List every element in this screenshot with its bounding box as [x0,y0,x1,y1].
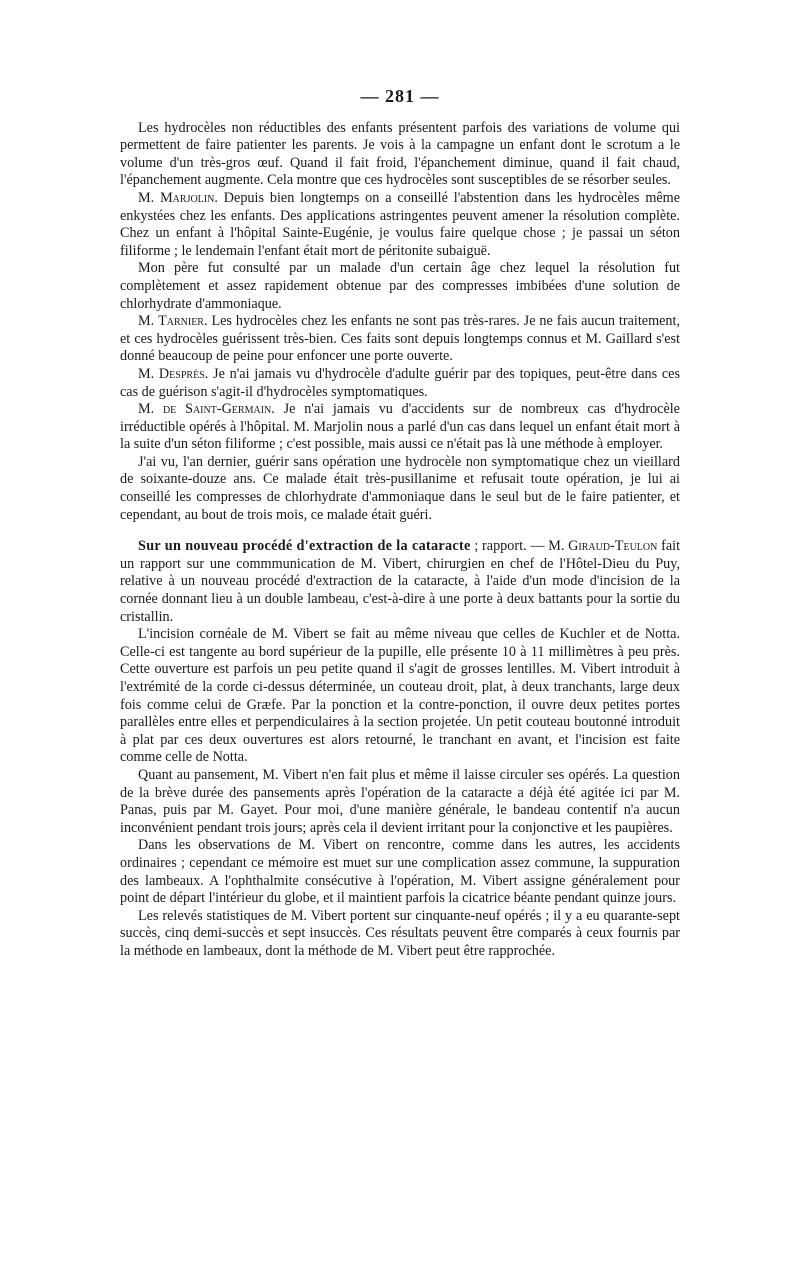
text-run: fait un rapport sur une commmunication de M. Vibert, chirurgien en chef de l'Hôtel-Dieu du Puy, relative à un nouveau procédé d'extraction de la cataracte, à l'aide d'un mode d'incision de la cornée donnant lieu à un double lambeau, c'est-à-dire à une porte à deux battants pour la sortie du cristallin. [120,538,681,625]
text-run: Quant au pansement, M. Vibert n'en fait plus et même il laisse circuler ses opérés. La question de la brève durée des pansements après l'opération de la cataracte a déjà été agitée ici par M. Panas, puis par M. Gayet. Pour moi, d'une manière générale, le bandeau contentif n'a aucun inconvénient pendant trois jours; après cela il devient irritant pour la conjonctive et les paupières. [120,766,680,836]
paragraph [120,313,680,366]
document-page [120,88,680,961]
paragraph [120,366,680,401]
text-run: M. [138,401,163,418]
paragraph [120,837,680,907]
text-run: M. [138,189,161,206]
text-run: M. [138,365,159,382]
text-run: M. [138,313,159,330]
text-run: Les relevés statistiques de M. Vibert portent sur cinquante-neuf opérés ; il y a eu quarante-sept succès, cinq demi-succès et sept insuccès. Ces résultats peuvent être comparés à ceux fournis par la méthode en lambeaux, dont la méthode de M. Vibert peut être rapprochée. [120,907,680,959]
speaker-name: Marjolin [160,189,215,206]
paragraph [120,538,680,626]
text-run: Dans les observations de M. Vibert on rencontre, comme dans les autres, les accidents ordinaires ; cependant ce mémoire est muet sur une complication assez commune, la suppuration des lambeaux. A l'ophthalmite consécutive à l'opération, M. Vibert assigne généralement pour point de départ l'intérieur du globe, et il maintient parfois la cicatrice béante pendant quinze jours. [120,837,680,907]
page-number: — 281 — [360,86,440,106]
speaker-name: Desprès [158,365,205,382]
paragraph [120,260,680,313]
paragraph [120,190,680,260]
speaker-name: Tarnier [158,313,204,330]
text-run: J'ai vu, l'an dernier, guérir sans opération une hydrocèle non symptomatique chez un vieillard de soixante-douze ans. Ce malade était très-pusillanime et refusait toute opération, je lui ai conseillé les compresses de chlorhydrate d'ammoniaque dans le seul but de le faire patienter, et cependant, au bout de trois mois, ce malade était guéri. [120,453,680,523]
paragraph [120,120,680,190]
section-heading: Sur un nouveau procédé d'extraction de la cataracte [138,538,471,555]
text-run: L'incision cornéale de M. Vibert se fait au même niveau que celles de Kuchler et de Notta. Celle-ci est tangente au bord supérieur de la pupille, elle présente 10 à 11 millimètres à peu près. Cette ouverture est parfois un peu petite quand il s'agit de grosses lentilles. M. Vibert introduit à l'extrémité de la corde ci-dessus déterminée, un couteau droit, plat, à deux tranchants, large deux fois comme celui de Græfe. Par la ponction et la contre-ponction, il ouvre deux petites portes parallèles entre elles et perpendiculaires à la section projetée. Un petit couteau boutonné introduit à plat par ces deux ouvertures est alors retourné, le tranchant en avant, et l'incision est faite comme celle de Notta. [120,626,680,766]
speaker-name: Giraud-Teulon [568,538,658,555]
paragraph [120,454,680,524]
text-run: Les hydrocèles non réductibles des enfants présentent parfois des variations de volume qui permettent de faire patienter les parents. Je vois à la campagne un enfant dont le scrotum a le volume d'un très-gros œuf. Quand il fait froid, l'épanchement diminue, quand il fait chaud, l'épanchement augmente. Cela montre que ces hydrocèles sont susceptibles de se résorber seules. [120,119,680,189]
text-run: . Je n'ai jamais vu d'accidents sur de nombreux cas d'hydrocèle irréductible opérés à l'hôpital. M. Marjolin nous a parlé d'un cas dans lequel un enfant était mort à la suite d'un séton filiforme ; c'est possible, mais aussi ce n'était pas là une méthode à employer. [120,401,680,453]
paragraph [120,626,680,767]
text-run: Mon père fut consulté par un malade d'un certain âge chez lequel la résolution fut complètement et assez rapidement obtenue par des compresses imbibées d'une solution de chlorhydrate d'ammoniaque. [120,260,680,312]
paragraph [120,908,680,961]
paragraph [120,401,680,454]
text-run: . Je n'ai jamais vu d'hydrocèle d'adulte guérir par des topiques, peut-être dans ces cas de guérison s'agit-il d'hydrocèles symptomatiques. [120,365,680,400]
speaker-name: de Saint-Germain [162,401,272,418]
text-run: . Depuis bien longtemps on a conseillé l'abstention dans les hydrocèles même enkystées chez les enfants. Des applications astringentes peuvent amener la résolution complète. Chez un enfant à l'hôpital Sainte-Eugénie, je voulus faire quelque chose ; je passai un séton filiforme ; le lendemain l'enfant était mort de péritonite subaiguë. [120,189,680,259]
text-run: . Les hydrocèles chez les enfants ne sont pas très-rares. Je ne fais aucun traitement, et ces hydrocèles guérissent très-bien. Ces faits sont depuis longtemps connus et M. Gaillard s'est donné beaucoup de peine pour enfoncer une porte ouverte. [120,313,680,365]
section-gap [120,524,680,538]
body-text [120,120,680,961]
paragraph [120,767,680,837]
text-run: ; rapport. — M. [470,538,569,555]
